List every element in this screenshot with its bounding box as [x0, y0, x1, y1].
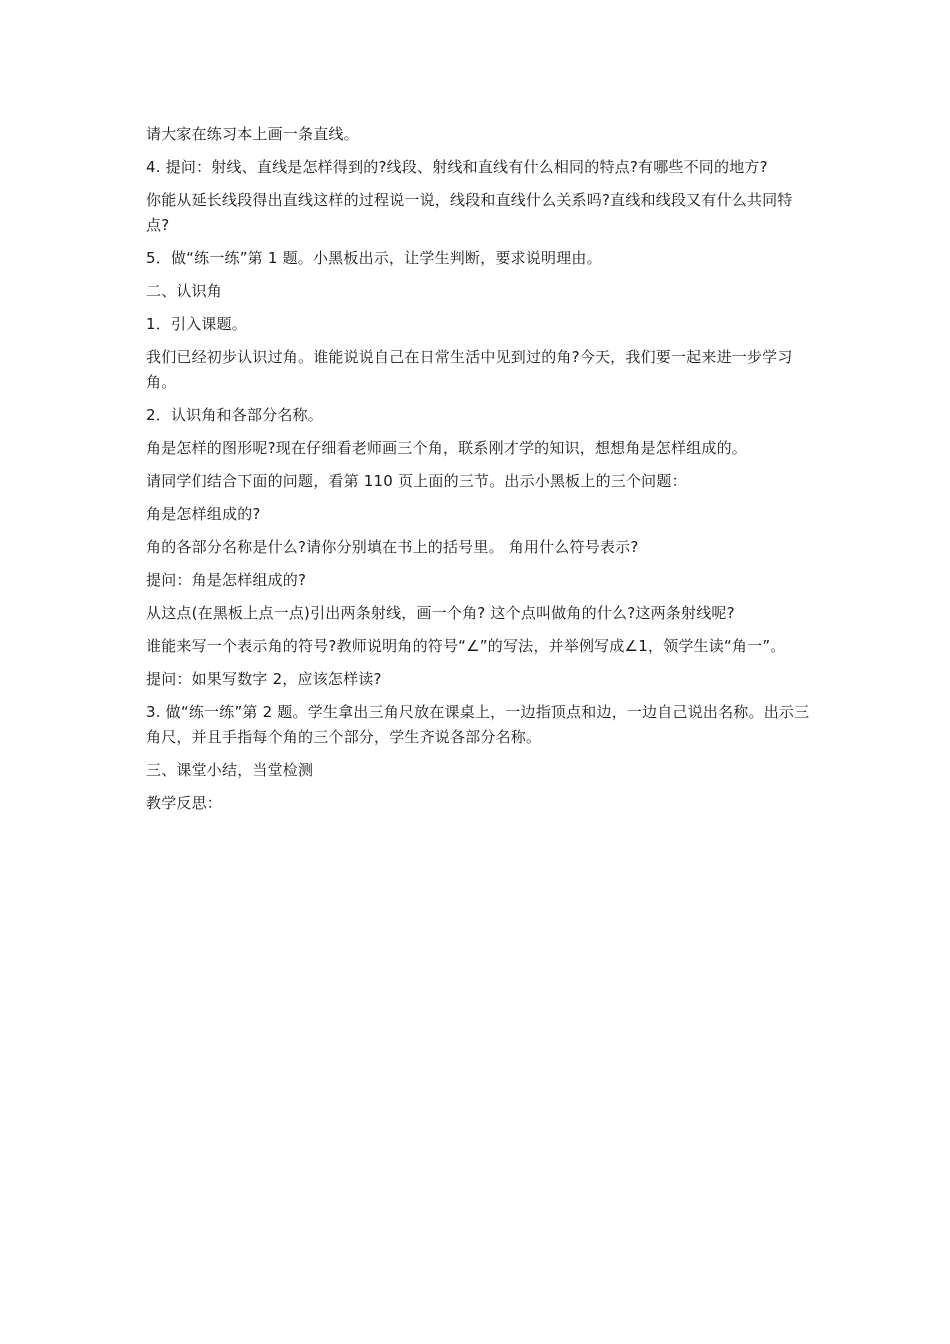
paragraph-ask-composition: 提问：角是怎样组成的? [146, 571, 307, 589]
paragraph-angle-parts: 2．认识角和各部分名称。 [146, 406, 323, 424]
section-heading-angles: 二、认识角 [146, 282, 223, 300]
paragraph-extend-segment: 你能从延长线段得出直线这样的过程说一说，线段和直线什么关系吗?直线和线段又有什么共同特点? [146, 191, 793, 234]
paragraph-known-angles: 我们已经初步认识过角。谁能说说自己在日常生活中见到过的角?今天，我们要一起来进一步学习角。 [146, 348, 793, 391]
paragraph-draw-line: 请大家在练习本上画一条直线。 [146, 125, 359, 143]
paragraph-exercise-5: 5．做“练一练”第 1 题。小黑板出示，让学生判断，要求说明理由。 [146, 249, 602, 267]
paragraph-exercise-3: 3. 做“练一练”第 2 题。学生拿出三角尺放在课桌上，一边指顶点和边，一边自己说出名称。出示三角尺，并且手指每个角的三个部分，学生齐说各部分名称。 [146, 703, 810, 746]
paragraph-page-110: 请同学们结合下面的问题，看第 110 页上面的三节。出示小黑板上的三个问题： [146, 472, 687, 490]
paragraph-angle-shape: 角是怎样的图形呢?现在仔细看老师画三个角，联系刚才学的知识，想想角是怎样组成的。 [146, 439, 747, 457]
paragraph-question-composition: 角是怎样组成的? [146, 505, 261, 523]
document-body [146, 122, 811, 824]
paragraph-question-names: 角的各部分名称是什么?请你分别填在书上的括号里。 角用什么符号表示? [146, 538, 639, 556]
paragraph-intro-topic: 1．引入课题。 [146, 315, 247, 333]
paragraph-question-4: 4. 提问：射线、直线是怎样得到的?线段、射线和直线有什么相同的特点?有哪些不同的地方? [146, 158, 768, 176]
section-heading-summary: 三、课堂小结，当堂检测 [146, 761, 314, 779]
paragraph-draw-angle: 从这点(在黑板上点一点)引出两条射线，画一个角? 这个点叫做角的什么?这两条射线呢? [146, 604, 735, 622]
paragraph-reflection: 教学反思： [146, 794, 223, 812]
paragraph-ask-number-2: 提问：如果写数字 2，应该怎样读? [146, 670, 382, 688]
paragraph-angle-symbol: 谁能来写一个表示角的符号?教师说明角的符号“∠”的写法，并举例写成∠1，领学生读“角一”。 [146, 637, 786, 655]
